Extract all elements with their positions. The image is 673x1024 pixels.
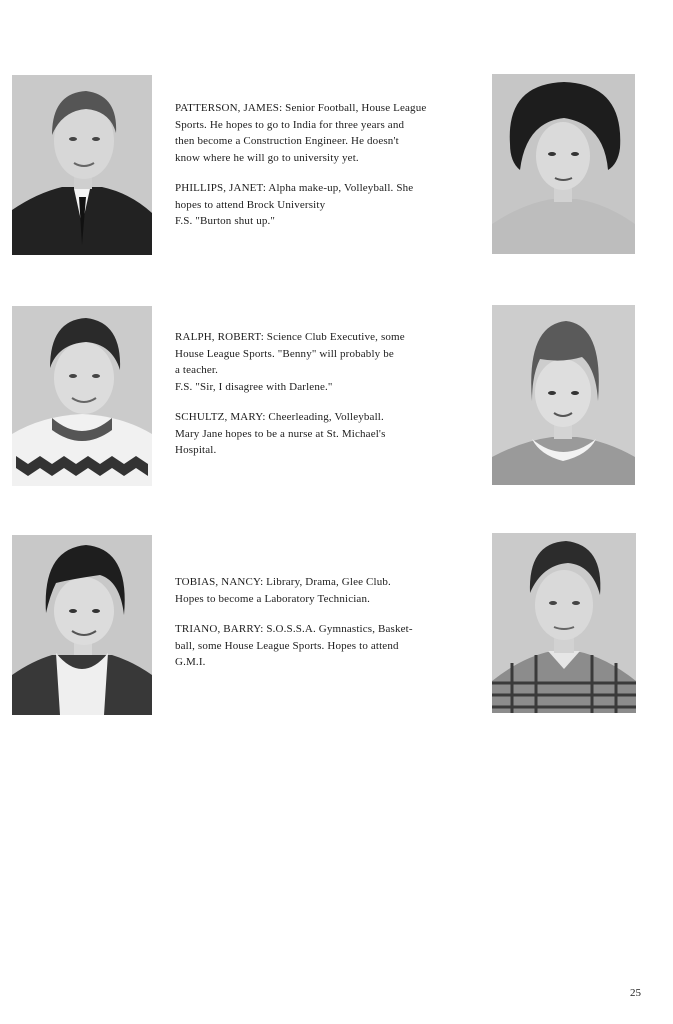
bio-line: know where he will go to university yet.	[175, 151, 359, 164]
portrait-photo-schultz	[492, 305, 635, 485]
bio-triano-barry	[175, 621, 475, 671]
bio-line: PHILLIPS, JANET: Alpha make-up, Volleyball. She	[175, 182, 414, 194]
bio-line: a teacher.	[175, 364, 219, 376]
bio-schultz-mary	[175, 409, 475, 459]
bio-line: hopes to attend Brock University	[175, 198, 326, 211]
bio-line: ball, some House League Sports. Hopes to attend	[175, 639, 399, 652]
bio-line: F.S. "Sir, I disagree with Darlene."	[175, 380, 333, 393]
portrait-photo-tobias	[12, 535, 152, 715]
portrait-photo-triano	[492, 533, 636, 713]
bio-line: Hospital.	[175, 444, 217, 456]
bio-line: RALPH, ROBERT: Science Club Executive, some	[175, 331, 405, 343]
bio-block-row-3	[175, 574, 475, 685]
bio-line: TRIANO, BARRY: S.O.S.S.A. Gymnastics, Basket-	[175, 623, 413, 635]
bio-phillips-janet	[175, 180, 475, 230]
bio-line: Sports. He hopes to go to India for three years and	[175, 118, 405, 131]
bio-line: F.S. "Burton shut up."	[175, 215, 276, 227]
bio-ralph-robert	[175, 329, 475, 395]
portrait-photo-ralph	[12, 306, 152, 486]
bio-line: G.M.I.	[175, 656, 206, 668]
portrait-photo-patterson	[12, 75, 152, 255]
page-number: 25	[630, 987, 641, 999]
bio-line: Mary Jane hopes to be a nurse at St. Michael's	[175, 427, 386, 440]
bio-line: Hopes to become a Laboratory Technician.	[175, 592, 371, 605]
bio-line: House League Sports. "Benny" will probably be	[175, 347, 394, 360]
portrait-photo-phillips	[492, 74, 635, 254]
bio-block-row-1	[175, 100, 475, 244]
bio-tobias-nancy	[175, 574, 475, 607]
bio-patterson-james	[175, 100, 475, 166]
bio-line: PATTERSON, JAMES: Senior Football, House League	[175, 102, 427, 114]
bio-line: TOBIAS, NANCY: Library, Drama, Glee Club.	[175, 576, 391, 588]
bio-line: SCHULTZ, MARY: Cheerleading, Volleyball.	[175, 411, 384, 423]
bio-line: then become a Construction Engineer. He doesn't	[175, 135, 399, 147]
bio-block-row-2	[175, 329, 475, 473]
